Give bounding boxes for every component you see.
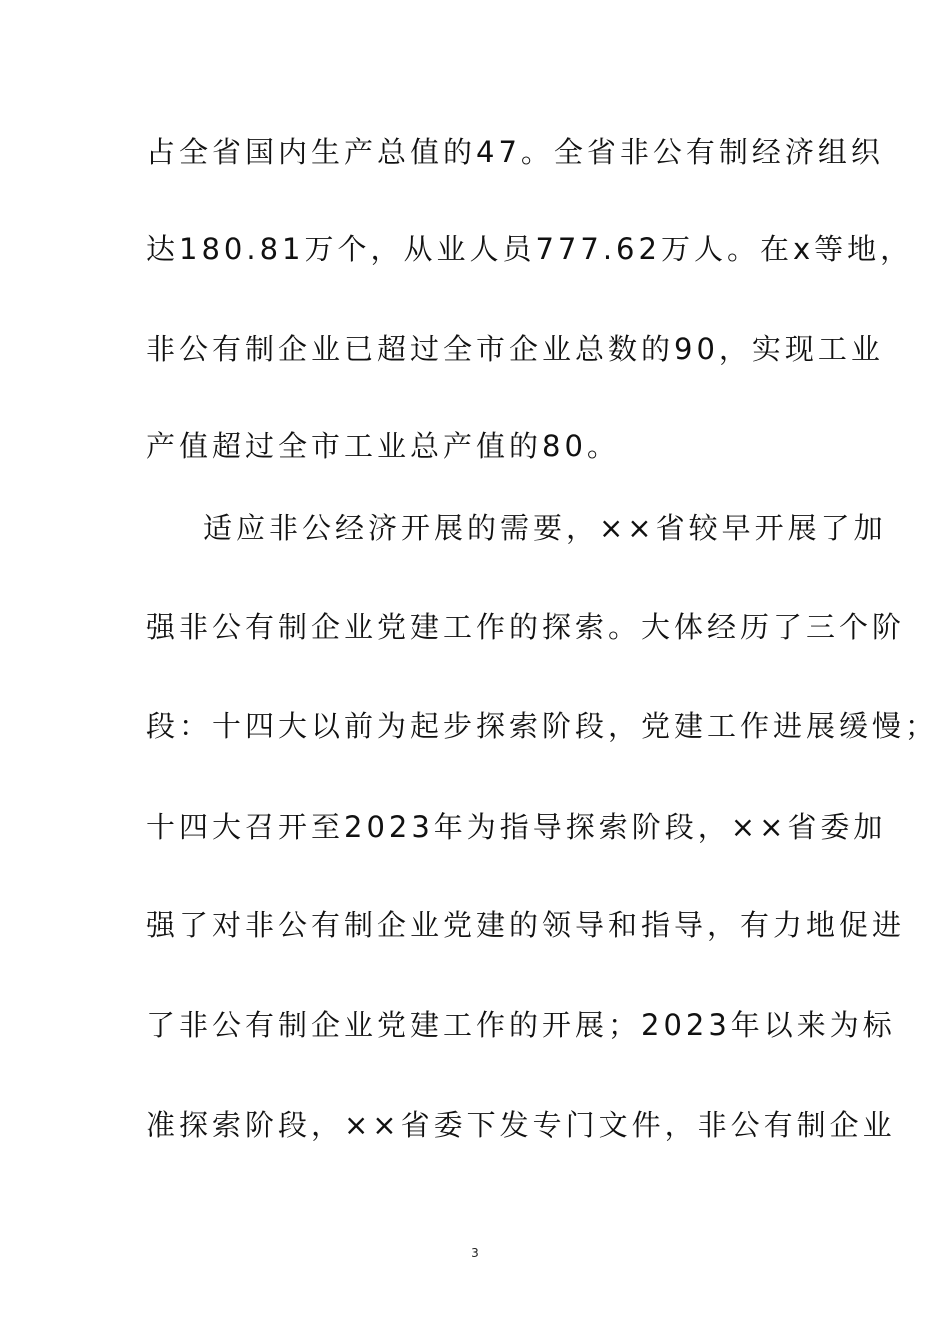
- body-text-line: 强了对非公有制企业党建的领导和指导，有力地促进: [146, 908, 906, 942]
- body-text-line: 段：十四大以前为起步探索阶段，党建工作进展缓慢；: [146, 709, 939, 743]
- body-text-line: 占全省国内生产总值的47。全省非公有制经济组织: [146, 135, 884, 169]
- body-text-line: 达180.81万个，从业人员777.62万人。在x等地，: [146, 232, 914, 266]
- body-text-line: 强非公有制企业党建工作的探索。大体经历了三个阶: [146, 610, 906, 644]
- page-number: 3: [471, 1246, 479, 1260]
- body-text-line: 十四大召开至2023年为指导探索阶段，××省委加: [146, 810, 887, 844]
- paragraph-first-line: 适应非公经济开展的需要，××省较早开展了加: [203, 511, 887, 545]
- body-text-line: 准探索阶段，××省委下发专门文件，非公有制企业: [146, 1108, 896, 1142]
- body-text-line: 了非公有制企业党建工作的开展；2023年以来为标: [146, 1008, 896, 1042]
- body-text-line: 产值超过全市工业总产值的80。: [146, 429, 620, 463]
- body-text-line: 非公有制企业已超过全市企业总数的90，实现工业: [146, 332, 884, 366]
